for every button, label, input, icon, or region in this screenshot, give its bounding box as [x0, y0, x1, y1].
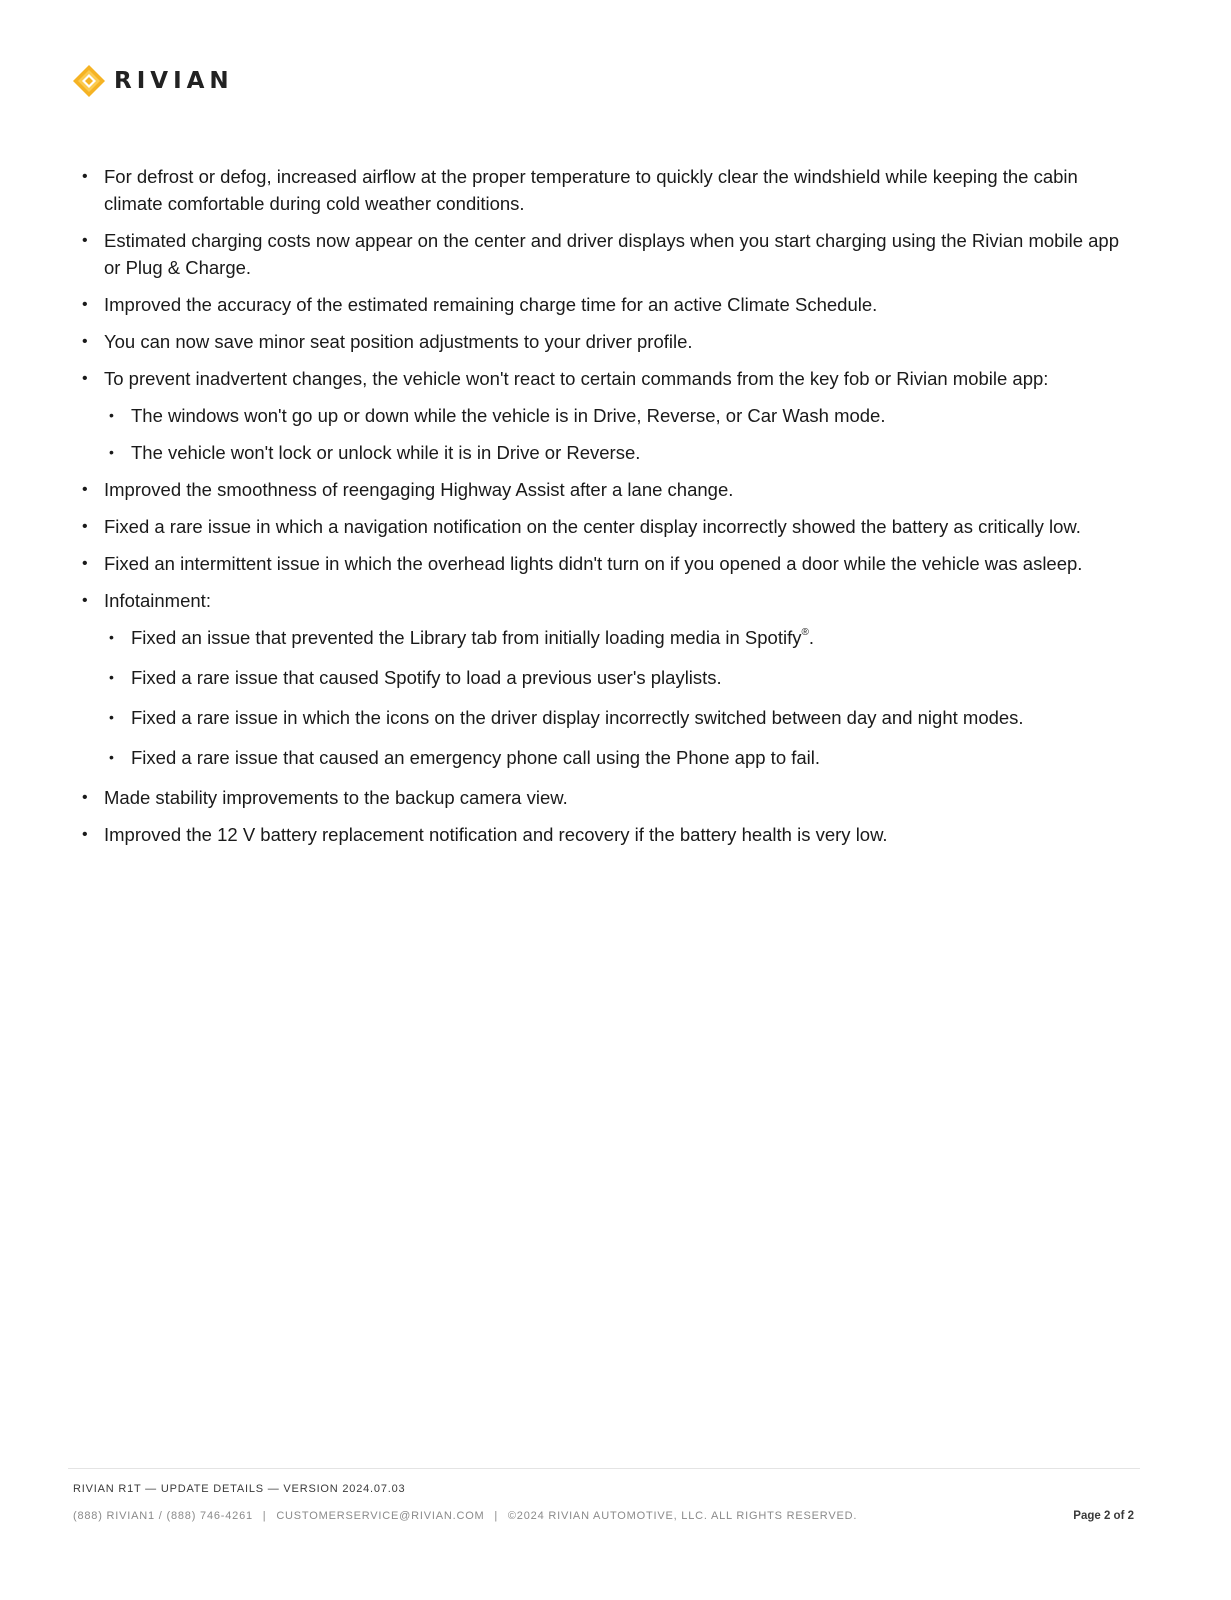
list-item — [80, 365, 1140, 466]
sub-list-item-text: The windows won't go up or down while the vehicle is in Drive, Reverse, or Car Wash mode. — [131, 405, 886, 426]
list-item — [80, 163, 1140, 217]
logo-wordmark: RIVIAN — [114, 67, 234, 94]
sub-list-item-text: Fixed a rare issue that caused an emergency phone call using the Phone app to fail. — [131, 747, 821, 768]
footer-phone: (888) RIVIAN1 / (888) 746-4261 — [73, 1510, 253, 1522]
sub-list-item-text: The vehicle won't lock or unlock while it is in Drive or Reverse. — [131, 442, 641, 463]
list-item — [80, 587, 1140, 771]
sub-list — [104, 402, 1140, 466]
footer-separator: | — [262, 1510, 267, 1522]
list-item — [80, 550, 1140, 577]
list-item — [80, 291, 1140, 318]
list-item-text: For defrost or defog, increased airflow at the proper temperature to quickly clear the windshield while keeping the cabin climate comfortable during cold weather conditions. — [104, 166, 1078, 214]
sub-list-item — [104, 439, 1140, 466]
footer-email: CUSTOMERSERVICE@RIVIAN.COM — [276, 1510, 485, 1522]
list-item — [80, 328, 1140, 355]
list-item-text: Infotainment: — [104, 590, 211, 611]
sub-list-item-text: Fixed a rare issue in which the icons on the driver display incorrectly switched between day and night modes. — [131, 707, 1024, 728]
sub-list-item — [104, 744, 1140, 771]
list-item-text: You can now save minor seat position adjustments to your driver profile. — [104, 331, 693, 352]
list-item-text: Improved the smoothness of reengaging Highway Assist after a lane change. — [104, 479, 734, 500]
sentence-end: . — [808, 627, 814, 648]
list-item — [80, 513, 1140, 540]
list-item-text: Fixed an intermittent issue in which the overhead lights didn't turn on if you opened a door while the vehicle was asleep. — [104, 553, 1083, 574]
release-notes — [80, 163, 1140, 858]
sub-list-item — [104, 624, 1140, 651]
list-item-text: To prevent inadvertent changes, the vehicle won't react to certain commands from the key fob or Rivian mobile app: — [104, 368, 1049, 389]
sub-list — [104, 624, 1140, 771]
list-item-text: Fixed a rare issue in which a navigation notification on the center display incorrectly showed the battery as critically low. — [104, 516, 1081, 537]
rivian-logo — [72, 64, 234, 98]
rivian-compass-icon — [72, 64, 106, 98]
sub-list-item — [104, 402, 1140, 429]
list-item — [80, 476, 1140, 503]
registered-mark: ® — [801, 626, 809, 638]
list-item — [80, 784, 1140, 811]
list-item-text: Improved the accuracy of the estimated remaining charge time for an active Climate Schedule. — [104, 294, 878, 315]
list-item-text: Improved the 12 V battery replacement notification and recovery if the battery health is very low. — [104, 824, 888, 845]
sub-list-item-text: Fixed a rare issue that caused Spotify to load a previous user's playlists. — [131, 667, 722, 688]
footer-doc-title: RIVIAN R1T — UPDATE DETAILS — VERSION 2024.07.03 — [73, 1483, 406, 1495]
page-number: Page 2 of 2 — [1073, 1510, 1134, 1522]
footer-divider — [68, 1468, 1140, 1469]
list-item-text: Made stability improvements to the backup camera view. — [104, 787, 568, 808]
list-item-text: Estimated charging costs now appear on the center and driver displays when you start charging using the Rivian mobile app or Plug & Charge. — [104, 230, 1119, 278]
notes-list — [80, 163, 1140, 848]
footer-contact — [73, 1510, 857, 1522]
sub-list-item-text: Fixed an issue that prevented the Library tab from initially loading media in Spotify — [131, 627, 802, 648]
footer-copyright: ©2024 RIVIAN AUTOMOTIVE, LLC. ALL RIGHTS RESERVED. — [507, 1510, 858, 1522]
sub-list-item — [104, 704, 1140, 731]
footer-separator: | — [494, 1510, 499, 1522]
list-item — [80, 227, 1140, 281]
list-item — [80, 821, 1140, 848]
sub-list-item — [104, 664, 1140, 691]
